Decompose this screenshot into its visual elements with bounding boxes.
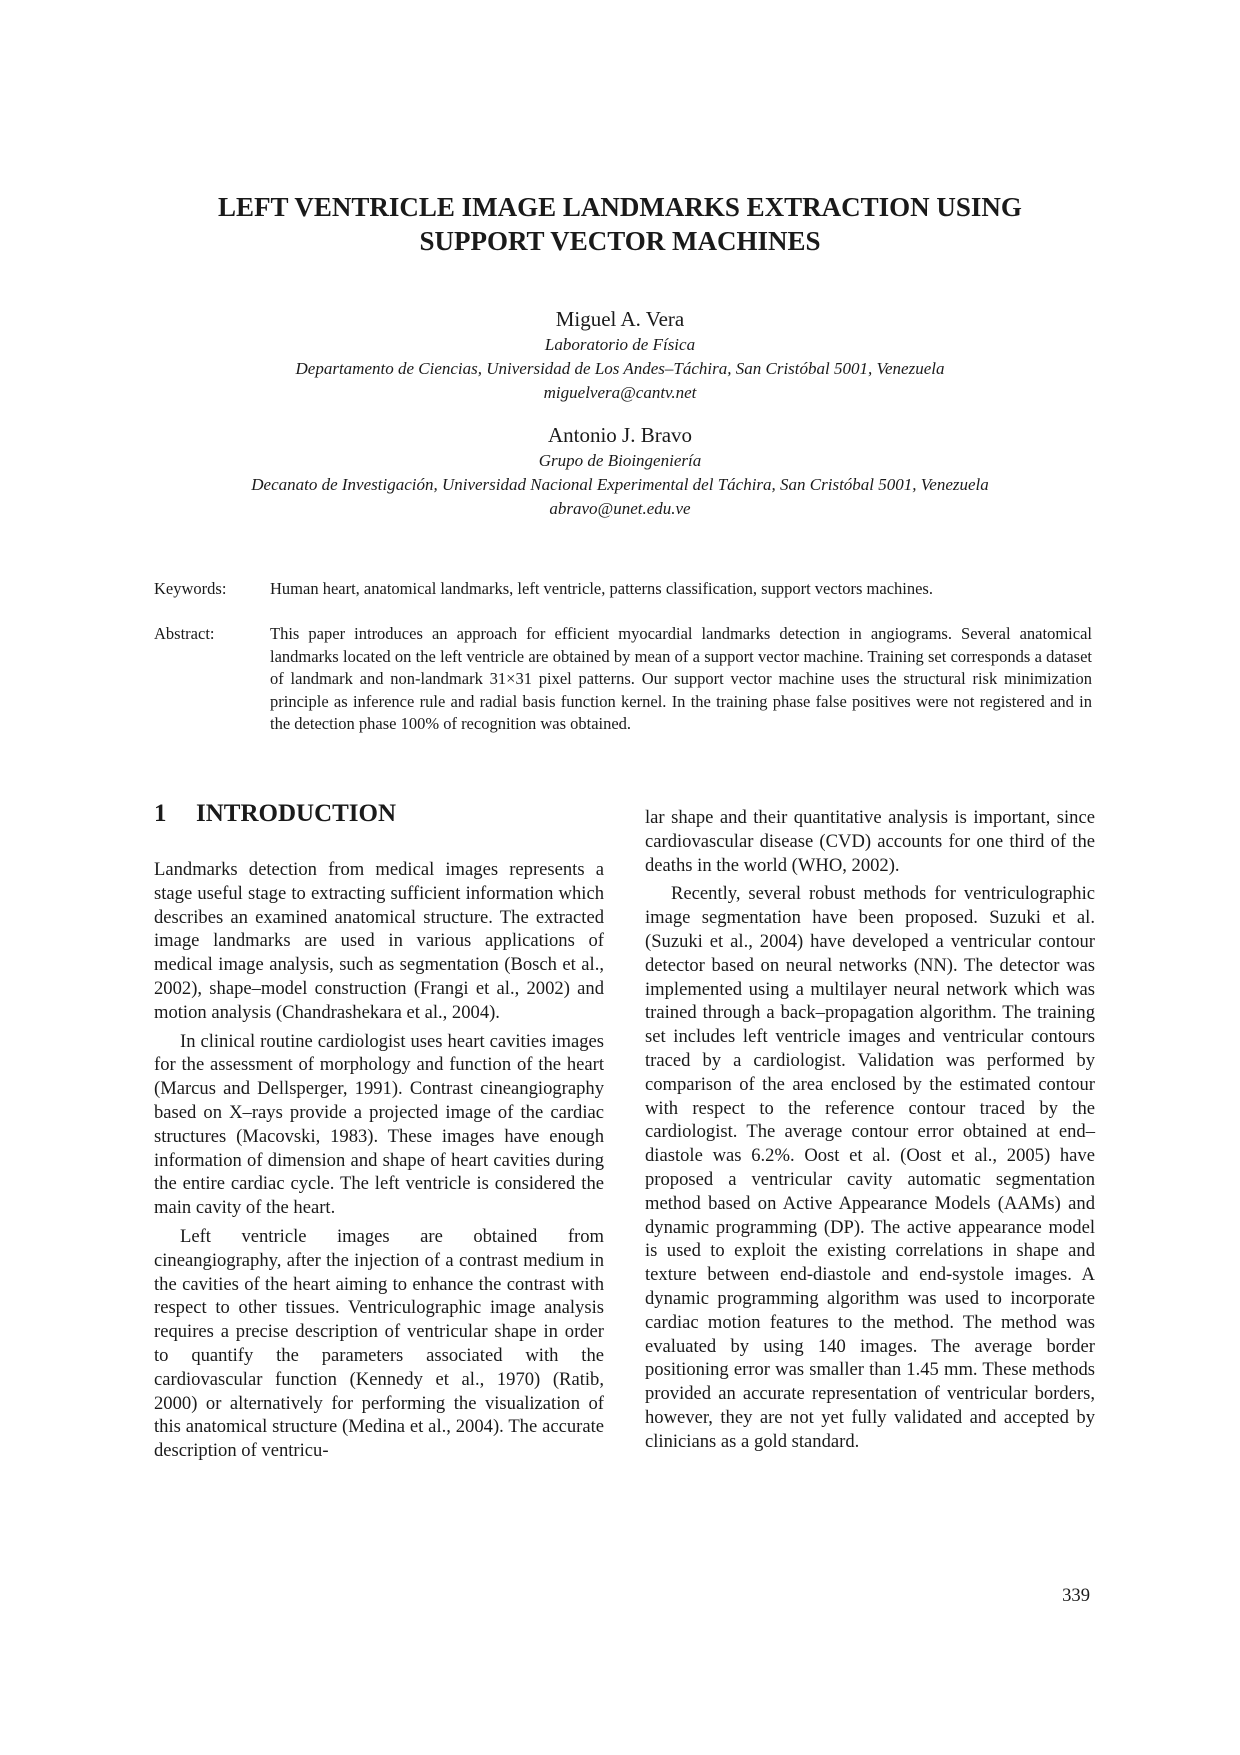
author-block-2 bbox=[150, 421, 1090, 521]
author-affiliation-dept: Decanato de Investigación, Universidad Nacional Experimental del Táchira, San Cristóbal 5001, Venezuela bbox=[251, 475, 989, 494]
intro-paragraph-2: In clinical routine cardiologist uses heart cavities images for the assessment of morphology and function of the heart (Marcus and Dellsperger, 1991). Contrast cineangiography based on X–rays provide a projected image of the cardiac structures (Macovski, 1983). These images have enough information of dimension and shape of heart cavities during the entire cardiac cycle. The left ventricle is considered the main cavity of the heart. bbox=[154, 1030, 604, 1219]
abstract-text: This paper introduces an approach for efficient myocardial landmarks detection in angiograms. Several anatomical landmarks located on the left ventricle are obtained by mean of a support vector machine. Training set corresponds a dataset of landmark and non-landmark 31×31 pixel patterns. Our support vector machine uses the structural risk minimization principle as inference rule and radial basis function kernel. In the training phase false positives were not registered and in the detection phase 100% of recognition was obtained. bbox=[270, 624, 1092, 733]
author-affiliation-lab: Laboratorio de Física bbox=[544, 335, 696, 354]
page-number: 339 bbox=[1062, 1585, 1090, 1606]
title-line-1: LEFT VENTRICLE IMAGE LANDMARKS EXTRACTION USING bbox=[218, 192, 1022, 222]
author-email: abravo@unet.edu.ve bbox=[549, 499, 691, 518]
author-affiliation-lab: Grupo de Bioingeniería bbox=[538, 451, 702, 470]
author-block-1 bbox=[150, 305, 1090, 405]
paper-title bbox=[140, 190, 1100, 258]
author-email: miguelvera@cantv.net bbox=[543, 383, 697, 402]
abstract-label: Abstract: bbox=[154, 624, 215, 643]
section-number: 1 bbox=[154, 800, 167, 827]
author-name: Miguel A. Vera bbox=[555, 307, 685, 331]
author-affiliation-dept: Departamento de Ciencias, Universidad de Los Andes–Táchira, San Cristóbal 5001, Venezuela bbox=[295, 359, 945, 378]
title-line-2: SUPPORT VECTOR MACHINES bbox=[419, 226, 821, 256]
section-title: INTRODUCTION bbox=[196, 800, 397, 827]
intro-paragraph-1: Landmarks detection from medical images represents a stage useful stage to extracting sufficient information which describes an examined anatomical structure. The extracted image landmarks are used in various applications of medical image analysis, such as segmentation (Bosch et al., 2002), shape–model construction (Frangi et al., 2002) and motion analysis (Chandrashekara et al., 2004). bbox=[154, 859, 604, 1023]
intro-paragraph-continued: lar shape and their quantitative analysis is important, since cardiovascular disease (CVD) accounts for one third of the deaths in the world (WHO, 2002). bbox=[645, 807, 1095, 876]
right-column bbox=[645, 806, 1095, 1454]
section-heading bbox=[154, 800, 396, 828]
intro-paragraph-3: Left ventricle images are obtained from cineangiography, after the injection of a contrast medium in the cavities of the heart aiming to enhance the contrast with respect to other tissues. Ventriculographic image analysis requires a precise description of ventricular shape in order to quantify the parameters associated with the cardiovascular function (Kennedy et al., 1970) (Ratib, 2000) or alternatively for performing the visualization of this anatomical structure (Medina et al., 2004). The accurate description of ventricu- bbox=[154, 1225, 604, 1462]
keywords-label: Keywords: bbox=[154, 579, 227, 598]
keywords-text: Human heart, anatomical landmarks, left ventricle, patterns classification, support vectors machines. bbox=[270, 579, 933, 598]
left-column bbox=[154, 858, 604, 1463]
author-name: Antonio J. Bravo bbox=[547, 423, 693, 447]
intro-paragraph-4: Recently, several robust methods for ventriculographic image segmentation have been proposed. Suzuki et al. (Suzuki et al., 2004) have developed a ventricular contour detector based on neural networks (NN). The detector was implemented using a multilayer neural network which was trained through a back–propagation algorithm. The training set includes left ventricle images and ventricular contours traced by a cardiologist. Validation was performed by comparison of the area enclosed by the estimated contour with respect to the reference contour traced by the cardiologist. The average contour error obtained at end–diastole was 6.2%. Oost et al. (Oost et al., 2005) have proposed a ventricular cavity automatic segmentation method based on Active Appearance Models (AAMs) and dynamic programming (DP). The active appearance model is used to exploit the existing correlations in shape and texture between end-diastole and end-systole images. A dynamic programming algorithm was used to incorporate cardiac motion features to the method. The method was evaluated by using 140 images. The average border positioning error was smaller than 1.45 mm. These methods provided an accurate representation of ventricular borders, however, they are not yet fully validated and accepted by clinicians as a gold standard. bbox=[645, 883, 1095, 1452]
